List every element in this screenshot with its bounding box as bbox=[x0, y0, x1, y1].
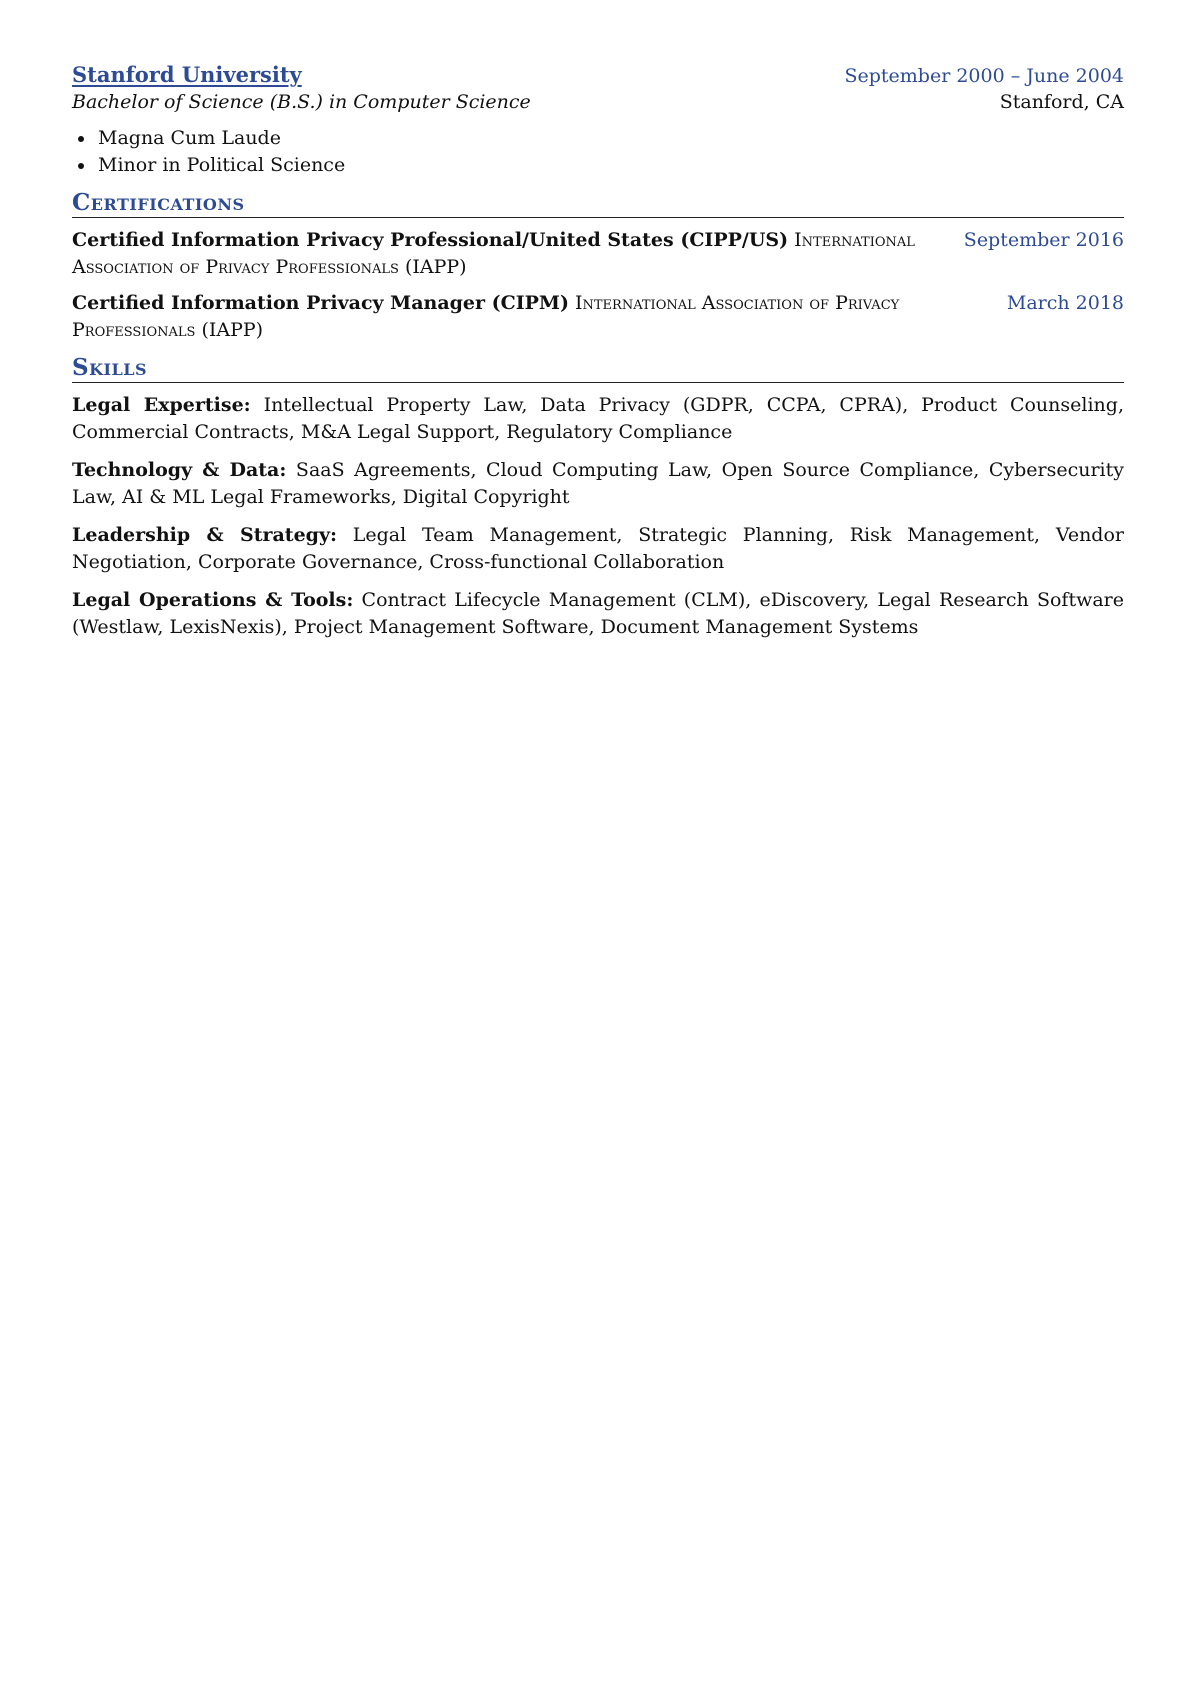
certification-org: International Association of Privacy Professionals (IAPP) bbox=[72, 292, 900, 341]
education-bullets bbox=[72, 125, 1124, 179]
certification-entry bbox=[72, 227, 1124, 281]
education-subheader-row bbox=[72, 87, 1124, 113]
school-name-link[interactable]: Stanford University bbox=[72, 62, 302, 87]
list-item: • Minor in Political Science bbox=[96, 152, 1124, 179]
resume-page bbox=[72, 62, 1124, 641]
skill-group bbox=[72, 522, 1124, 576]
skill-group bbox=[72, 587, 1124, 641]
certification-entry bbox=[72, 290, 1124, 344]
certification-date: March 2018 bbox=[1006, 292, 1124, 314]
certification-name: Certified Information Privacy Manager (CIPM) bbox=[72, 292, 569, 314]
certifications-heading: Certifications bbox=[72, 189, 1124, 218]
list-item: • Magna Cum Laude bbox=[96, 125, 1124, 152]
certification-date: September 2016 bbox=[963, 229, 1124, 251]
skill-group bbox=[72, 457, 1124, 511]
certification-name: Certified Information Privacy Professional/United States (CIPP/US) bbox=[72, 229, 789, 251]
certification-org: International Association of Privacy Professionals (IAPP) bbox=[72, 229, 915, 278]
skill-label: Leadership & Strategy: bbox=[72, 524, 338, 546]
certification-text bbox=[72, 227, 964, 281]
education-entry bbox=[72, 62, 1124, 179]
education-header-row bbox=[72, 62, 1124, 87]
skills-heading: Skills bbox=[72, 354, 1124, 383]
degree: Bachelor of Science (B.S.) in Computer Science bbox=[72, 91, 531, 113]
education-dates: September 2000 – June 2004 bbox=[844, 65, 1124, 87]
skill-group bbox=[72, 392, 1124, 446]
skill-label: Legal Expertise: bbox=[72, 394, 251, 416]
skill-text: Intellectual Property Law, Data Privacy (GDPR, CCPA, CPRA), Product Counseling, Commercial Contracts, M&A Legal Support, Regulatory Compliance bbox=[72, 394, 1124, 443]
skill-text: Contract Lifecycle Management (CLM), eDiscovery, Legal Research Software (Westlaw, LexisNexis), Project Management Software, Document Management Systems bbox=[72, 589, 1124, 638]
skill-label: Legal Operations & Tools: bbox=[72, 589, 354, 611]
skill-text: Legal Team Management, Strategic Planning, Risk Management, Vendor Negotiation, Corporate Governance, Cross-functional Collaboration bbox=[72, 524, 1124, 573]
skill-text: SaaS Agreements, Cloud Computing Law, Open Source Compliance, Cybersecurity Law, AI & ML Legal Frameworks, Digital Copyright bbox=[72, 459, 1125, 508]
skill-label: Technology & Data: bbox=[72, 459, 287, 481]
education-location: Stanford, CA bbox=[999, 91, 1124, 113]
certification-text bbox=[72, 290, 1007, 344]
